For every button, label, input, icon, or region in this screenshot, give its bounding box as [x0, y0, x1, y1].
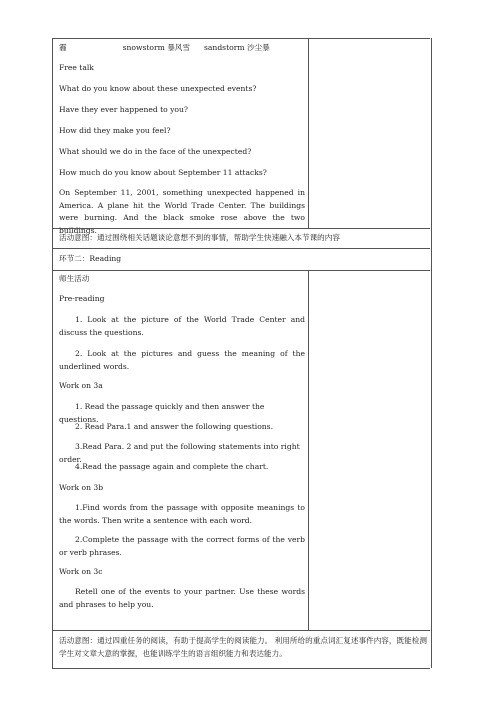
- free-talk-cell: [53, 38, 309, 235]
- pre-reading-task-1: 1. Look at the picture of the World Trade Center and discuss the questions.: [59, 315, 305, 337]
- task-3c-1: Retell one of the events to your partner. Use these words and phrases to help you.: [59, 587, 305, 609]
- pre-reading-task-2: 2. Look at the pictures and guess the meaning of the underlined words.: [59, 349, 305, 371]
- task-3a-3: 3.Read Para. 2 and put the following statements into right order.: [59, 442, 300, 464]
- intent-row-1: [52, 228, 432, 248]
- task-3a-1: 1. Read the passage quickly and then answer the questions.: [59, 402, 265, 424]
- work-3c-heading: Work on 3c: [59, 567, 103, 576]
- task-3b-1: 1.Find words from the passage with opposite meanings to the words. Then write a sentence with each word.: [59, 503, 305, 525]
- activities-title: 师生活动: [59, 274, 90, 283]
- lesson-plan-table: [52, 38, 430, 668]
- question-2: Have they ever happened to you?: [59, 105, 188, 114]
- step-two-heading: 环节二：Reading: [59, 254, 122, 263]
- vocab-sandstorm: sandstorm 沙尘暴: [204, 43, 270, 52]
- activity-intent-2: 活动意图：通过四重任务的阅读，有助于提高学生的阅读能力。 利用所给的重点词汇复述事件内容，既能检测学生对文章大意的掌握，也能训练学生的语言组织能力和表达能力。: [59, 636, 427, 658]
- free-talk-heading: Free talk: [59, 63, 94, 72]
- pre-reading-heading: Pre-reading: [59, 294, 105, 303]
- question-1: What do you know about these unexpected events?: [59, 84, 257, 93]
- question-3: How did they make you feel?: [59, 126, 171, 135]
- task-3b-2: 2.Complete the passage with the correct forms of the verb or verb phrases.: [59, 535, 305, 557]
- table-top-border: [52, 38, 430, 39]
- intent-row-2: [52, 630, 432, 668]
- activity-intent-1: 活动意图：通过围绕相关话题谈论意想不到的事情，帮助学生快速融入本节课的内容: [59, 233, 340, 242]
- activities-row: [52, 270, 432, 630]
- sept11-paragraph: On September 11, 2001, something unexpected happened in America. A plane hit the World Trade Center. The buildings were burning. And the black smoke rose above the two buildings.: [59, 188, 305, 235]
- question-4: What should we do in the face of the unexpected?: [59, 147, 252, 156]
- work-3a-heading: Work on 3a: [59, 381, 103, 390]
- work-3b-heading: Work on 3b: [59, 483, 104, 492]
- task-3a-2: 2. Read Para.1 and answer the following questions.: [75, 422, 273, 431]
- task-3a-4: 4.Read the passage again and complete the chart.: [75, 462, 269, 471]
- question-5: How much do you know about September 11 attacks?: [59, 168, 267, 177]
- free-talk-row: [52, 38, 432, 235]
- vocab-line: [59, 42, 305, 55]
- vocab-snowstorm: snowstorm 暴风雪: [122, 43, 190, 52]
- vocab-haze: 霾: [59, 43, 67, 52]
- table-bottom-border: [52, 668, 430, 669]
- step-two-row: [52, 248, 432, 270]
- activities-cell: [53, 270, 309, 630]
